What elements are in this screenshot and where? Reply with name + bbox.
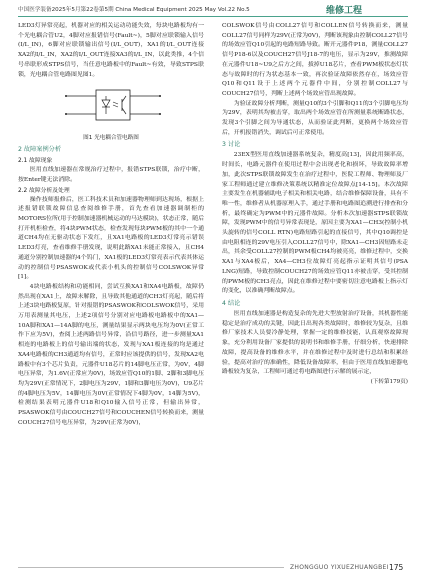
footer-journal-name: ZHONGGUO YIXUEZHUANGBEI	[290, 564, 389, 571]
subsection-heading: 2.2 故障分析及处理	[18, 187, 70, 194]
paragraph: 医用直线加速器在常规治疗过程中，报错STPS联锁，治疗中断，按Enter键无法消除。	[18, 167, 204, 183]
paragraph: 医用直线加速器是构造复杂的先进大型放射治疗设备，其机器性能稳定是治疗成功的关键，因此日出现各类故障时，维修较为复杂，且维修厂家技术人员要冷静处理，掌握一定的维修技能，认真观察故障现象，充分利用设备厂家提供的说明书和维修手册，仔细分析，快速排除故障，提高设备的维修水平，并在维修过程中及时进行总结和积累经验，提高对治疗的准确性，降低设备故障率，但由于医用直线加速器电路板较为复杂，工程师可通过将电路图进行示解的展示定，	[222, 310, 408, 376]
footer-rule	[18, 567, 284, 568]
section-heading: 4 结论	[222, 299, 241, 307]
left-column	[18, 22, 204, 429]
page-number: 175	[389, 563, 404, 572]
paragraph: LED3灯异常亮起，机器对应的相关运动功能失效，每块电路板均有一个光电耦合管U2，4脚对应报错信号(Fault~)，5脚对应联锁输入信号(I/L_IN)，6脚对应联锁输出信号(I/L_OUT)，XA1的I/L_OUT连接XA2的I/L_IN，XA2的I/L_OUT连接XA3的I/L_IN，以此类推，4个信号串联形成STPS信号，当任意电路板中的Fault~有效，导致STPS联锁，光电耦合管电路图见图1。	[18, 23, 204, 78]
subsection-heading: 2.1 故障现象	[18, 158, 53, 165]
right-column	[222, 22, 408, 388]
journal-running-head: 中国医学装备2025年5月第22卷第5期 China Medical Equipment 2025 May Vol.22 No.5	[18, 7, 250, 13]
page-header	[0, 0, 427, 20]
circuit-diagram	[58, 84, 168, 130]
header-rule	[18, 16, 408, 17]
paragraph: 4块电路板结构和功能相同，尝试互换XA1和XA4电路板，故障仍然出现在XA1上，故障未解除，且导致其他通道的CH3灯亮起，随后将上述3块电路板复原，针对报错的PSASWOK和COLSWOK信号，采用万用表测量其电压，上述2项信号分别对应电路板电路板中的XA1—10A脚和XA1—14A脚的电压，测量结果显示两块电压均为0V(正常工作下应为5V)，查阅上述两路信号异常，沿信号路径，进一步测量XA1相连的电路板上的信号输出端的状态，发现与XA1板连接的均是通过XA4电路板的CH3通道均有信号，正常时应该提供的信号，发现XA2电路板中有3个芯片负责，元器件U18芯片的14脚电压正常，为0V，4脚电压异常，为1.6V(正常应为0V)，场效应管Q10的1脚、2脚和3脚电压均为29V(正常情况下，2脚电压为29V，1脚和3脚电压为0V)，U9芯片的4脚电压为5V，14脚电压为0V(正常情况下4脚为0V，14脚为5V)，检测结果表明元器件U18和Q10输入信号正常，但输出异常，PSASWOK信号由COUCH27信号和COUCHEN信号转换而来，测量COUCH27信号电压异常，为29V(正常为0V)，	[18, 283, 204, 426]
page-footer	[0, 562, 427, 579]
figure-caption: 图1 光电耦合管电路图	[83, 135, 139, 142]
paragraph: COLSWOK信号由COLL27信号和COLLEN信号转换而来，测量COLL27信号同样为29V(正常为0V)，判断该现象由控制COLL27信号的场效应管Q10引起的电路短路导致。断开元器件P18，测量COLL27信号P18-6以及COUCH27信号J18-7的电压，显示为29V，推测故障在元器件U18~U9之后方之间，拔掉U18芯片，查看PWM板状态灯状态与故障时的行为状态基本一致，再次验证故障依然存在，场效应管Q10和Q11设于上述两个元器件中间，分别控制COLL27与COUCH27信号，判断上述两个场效应管出现故障。	[222, 23, 408, 97]
section-heading: 3 讨论	[222, 141, 241, 149]
paragraph: 操作技师报修后，医工科技术员和加速器物理师到达现场，根据上述报错联锁故障信息查阅维修手册，首先查看加速器调制柜的MOTORS位所(用于控制加速器机械运动的马达模块)，状态正常，随后打开机柜检查，将4块PWM状态，检查发现每块PWM板的其中一个通道CH4均在无驱动状态下发红，且XA1电路板的LED3灯常亮示错误LED3灯亮，查看维修手册发现，说明此路XA1未能正常接入，且CH4通道分别控制加速器的4个钨门，XA1板的LED3灯常亮表示代表其体运动的控制信号PSASWOK或代表小机头的控制信号COLSWOK异常[1]。	[18, 196, 204, 281]
continued-note: (下转第179页)	[370, 378, 408, 385]
section-tag: 维修工程	[326, 6, 363, 16]
paragraph: 23EX型医用直线加速器系统复杂，精度高[13]，因此用频率高，时间长，电路元器件在使用过程中会出现老化和损坏，导致故障率增加，此次STPS联锁故障发生在治疗过程中，医院工程师、物理师及厂家工程师通过建立维修决策系统以精准定位故障点[14-15]。本次故障主要发生在机器辅助电子相关和相关电路，结合维修保障设备，具有不唯一性，维修者从机器原理入手，通过手册和电路图追溯进行排查和分析，最终确定为PWM中的元器件故障。分析本次加速器STPS联锁故障，发现PWM中的信号异常表现是，原因主要为XA1—CH3(控制小机头旋转的信号COLL RTN)电路短路引起的直接信号，其中Q10调控是由电阻相连的29V电压引入COLL27信号中，除XA1—CH3因短路未走出，其余受COLL27控制的PWM板CH4均被亮亮，维修过程中，交换XA1与XA4板后，XA4—CH3位故障灯亮起指示证明其信号(PSA LNG)短路，导致控制COUCH27的场效应管Q11亦被击穿，受其控制的PWM板的CH3亮点，因此在维修过程中要密切注意电路板上指示灯的变化，以准确判断故障点。	[222, 152, 408, 295]
paragraph: 为验证故障分析判断，测量Q10的3个引脚和Q11的3个引脚电压均为29V，表明其均被击穿，取出两个场效应管在所测量系统断路状态，发现3个引脚之间为导通状态，从而验证此判断，更换两个场效应管后，开机报错消失，调试后可正常使用。	[222, 100, 408, 136]
figure-optocoupler-circuit	[18, 82, 204, 132]
section-heading: 2 故障案例分析	[18, 146, 62, 154]
header-decoration	[372, 3, 412, 12]
